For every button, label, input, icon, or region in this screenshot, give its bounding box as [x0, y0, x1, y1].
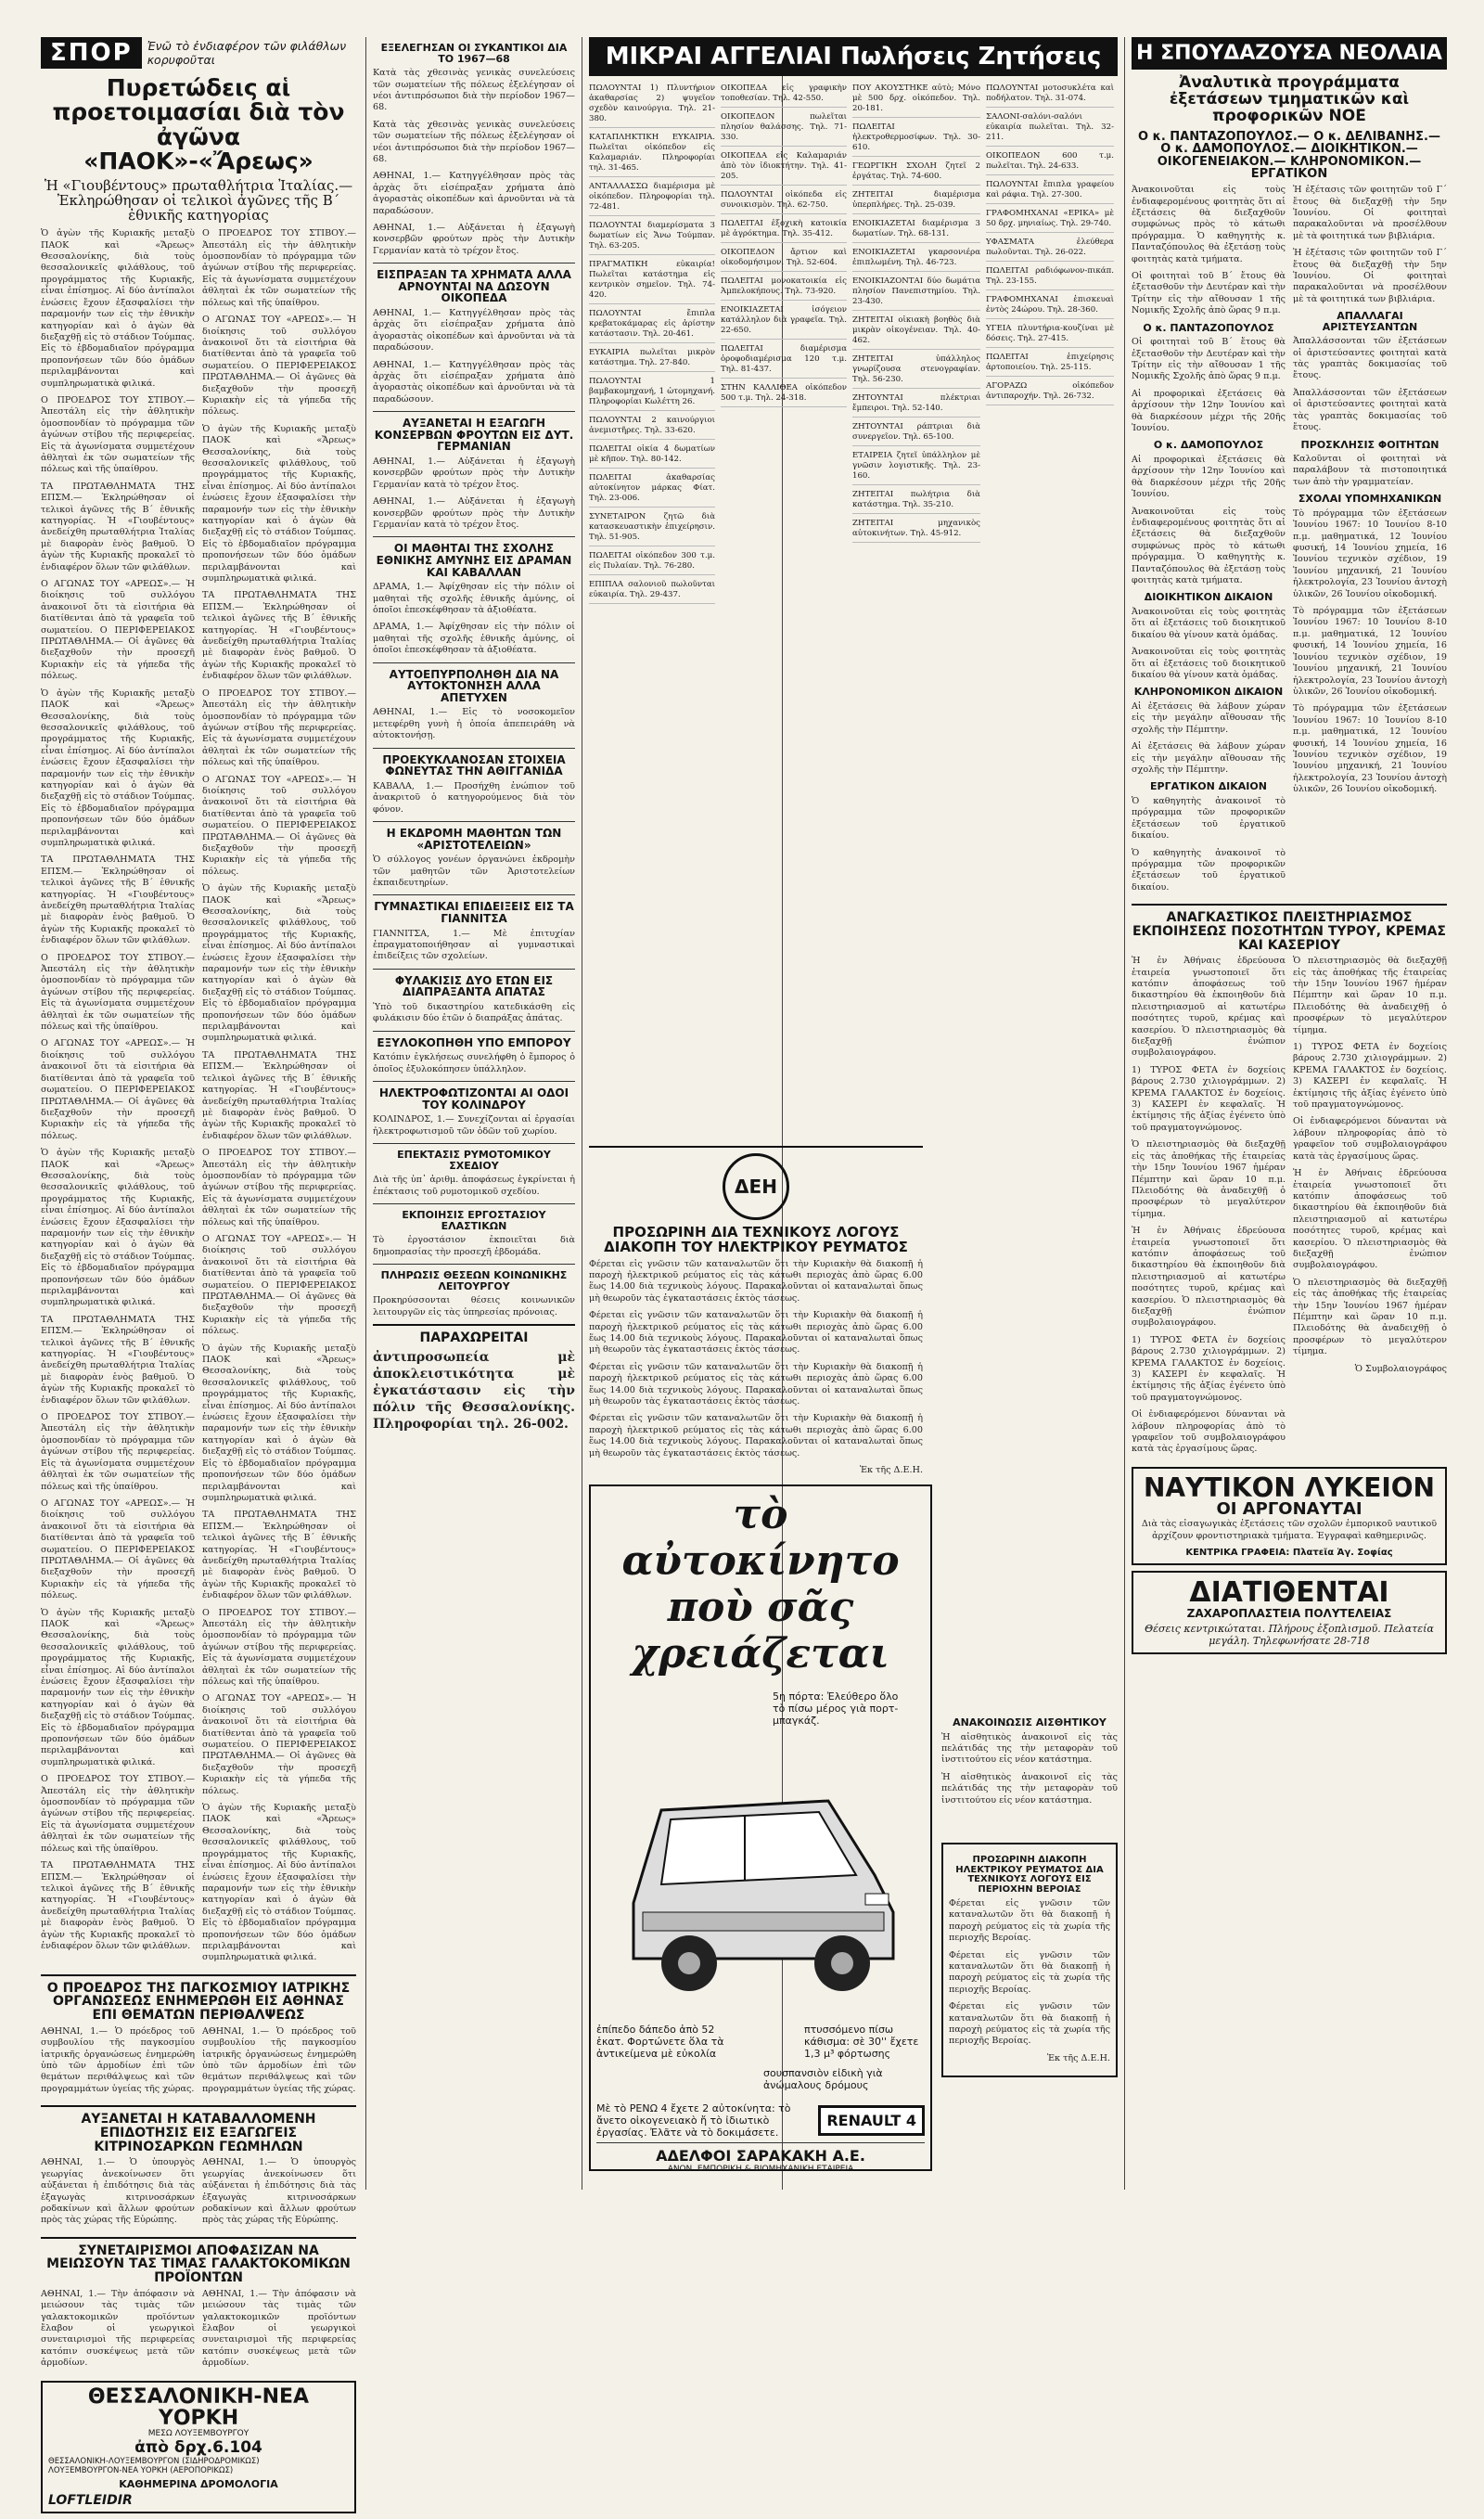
youth-body: Αἱ ἐξετάσεις θὰ λάβουν χώραν εἰς τὴν μεγάλην αἴθουσαν τῆς σχολῆς τὴν Πέμπτην. — [1132, 700, 1286, 735]
classified-ad: ΖΗΤΕΙΤΑΙ μηχανικὸς αὐτοκινήτων. Τηλ. 45-912. — [852, 519, 980, 543]
renault-dealer: ΑΔΕΛΦΟΙ ΣΑΡΑΚΑΚΗ Α.Ε. — [656, 2147, 865, 2165]
youth-body: Ἀνακοινοῦται εἰς τοὺς φοιτητὰς ὅτι αἱ ἐξετάσεις τοῦ διοικητικοῦ δικαίου θὰ γίνουν κατὰ ὁμάδας. — [1132, 606, 1286, 640]
brief-body: ΔΡΑΜΑ, 1.— Ἀφίχθησαν εἰς τὴν πόλιν οἱ μαθηταὶ τῆς σχολῆς ἐθνικῆς ἀμύνης, οἱ ὁποῖοι ἐπεσκέφθησαν τὰ ἀξιοθέατα. — [373, 582, 575, 616]
sports-body: Ο ΠΡΟΕΔΡΟΣ ΤΟΥ ΣΤΙΒΟΥ.— Ἀπεστάλη εἰς τὴν ἀθλητικὴν ὁμοσπονδίαν τὸ πρόγραμμα τῶν ἀγώνων στίβου τῆς περιφερείας. Εἰς τὰ ἀγωνίσματα συμμετέχουν ἀθληταὶ ἐκ τῶν σωματείων τῆς πόλεως καὶ τῆς ὑπαίθρου. — [202, 228, 356, 308]
brief-headline: ΠΡΟΕΚΥΚΛΑΝΟΣΑΝ ΣΤΟΙΧΕΙΑ ΦΩΝΕΥΤΑΣ ΤΗΝ ΑΘΙΓΓΑΝΙΔΑ — [382, 752, 566, 778]
classified-ad: ΠΩΛΟΥΝΤΑΙ 2 καινούργιοι ἀνεμιστῆρες. Τηλ. 33-620. — [589, 416, 715, 440]
sports-body: Ο ΠΡΟΕΔΡΟΣ ΤΟΥ ΣΤΙΒΟΥ.— Ἀπεστάλη εἰς τὴν ἀθλητικὴν ὁμοσπονδίαν τὸ πρόγραμμα τῶν ἀγώνων στίβου τῆς περιφερείας. Εἰς τὰ ἀγωνίσματα συμμετέχουν ἀθληταὶ ἐκ τῶν σωματείων τῆς πόλεως καὶ τῆς ὑπαίθρου. — [202, 688, 356, 768]
sports-body: ΤΑ ΠΡΩΤΑΘΛΗΜΑΤΑ ΤΗΣ ΕΠΣΜ.— Ἐκληρώθησαν οἱ τελικοὶ ἀγῶνες τῆς Β´ ἐθνικῆς κατηγορίας. Ἡ «Γιουβέντους» ἀνεδείχθη πρωταθλήτρια Ἰταλίας μὲ διαφορὰν ἑνὸς βαθμοῦ. Ὁ ἀγὼν τῆς Κυριακῆς προκαλεῖ τὸ ἐνδιαφέρον ὅλων τῶν φιλάθλων. — [202, 590, 356, 682]
sports-body: ΤΑ ΠΡΩΤΑΘΛΗΜΑΤΑ ΤΗΣ ΕΠΣΜ.— Ἐκληρώθησαν οἱ τελικοὶ ἀγῶνες τῆς Β´ ἐθνικῆς κατηγορίας. Ἡ «Γιουβέντους» ἀνεδείχθη πρωταθλήτρια Ἰταλίας μὲ διαφορὰν ἑνὸς βαθμοῦ. Ὁ ἀγὼν τῆς Κυριακῆς προκαλεῖ τὸ ἐνδιαφέρον ὅλων τῶν φιλάθλων. — [202, 1049, 356, 1141]
classified-ad: ΕΝΟΙΚΙΑΖΕΤΑΙ διαμέρισμα 3 δωματίων. Τηλ. 68-131. — [852, 219, 980, 243]
youth-body: Ἀπαλλάσσονται τῶν ἐξετάσεων οἱ ἀριστεύσαντες φοιτηταὶ κατὰ τὰς γραπτὰς δοκιμασίας τοῦ ἔτους. — [1293, 387, 1447, 433]
classified-ad: ΑΝΤΑΛΛΑΣΣΩ διαμέρισμα μὲ οἰκόπεδον. Πληροφορίαι τηλ. 72-481. — [589, 182, 715, 216]
sports-body: Ο ΠΡΟΕΔΡΟΣ ΤΟΥ ΣΤΙΒΟΥ.— Ἀπεστάλη εἰς τὴν ἀθλητικὴν ὁμοσπονδίαν τὸ πρόγραμμα τῶν ἀγώνων στίβου τῆς περιφερείας. Εἰς τὰ ἀγωνίσματα συμμετέχουν ἀθληταὶ ἐκ τῶν σωματείων τῆς πόλεως καὶ τῆς ὑπαίθρου. — [41, 1412, 195, 1492]
naval-ad — [1132, 1467, 1447, 1565]
tax-headline: ΑΝΑΓΚΑΣΤΙΚΟΣ ΠΛΕΙΣΤΗΡΙΑΣΜΟΣ ΕΚΠΟΙΗΣΕΩΣ ΠΟΣΟΤΗΤΩΝ ΤΥΡΟΥ, ΚΡΕΜΑΣ ΚΑΙ ΚΑΣΕΡΙΟΥ — [1132, 910, 1446, 953]
youth-headline: Ἀναλυτικὰ προγράμματα ἐξετάσεων τμηματικῶν καὶ προφορικῶν ΝΟΕ — [1169, 73, 1410, 125]
classified-ad: ΥΦΑΣΜΑΤΑ ἐλεύθερα πωλοῦνται. Τηλ. 26-022. — [986, 238, 1114, 262]
renault-bottom-text: Μὲ τὸ ΡΕΝΩ 4 ἔχετε 2 αὐτοκίνητα: τὸ ἄνετο οἰκογενειακὸ ἤ τὸ ἰδιωτικὸ ἐργασίας. Ἐλᾶτε νὰ τὸ δοκιμάσετε. — [596, 2102, 791, 2139]
sports-body: Ο ΑΓΩΝΑΣ ΤΟΥ «ΑΡΕΩΣ».— Ἡ διοίκησις τοῦ συλλόγου ἀνακοινοῖ ὅτι τὰ εἰσιτήρια θὰ διατίθενται ἀπὸ τὰ γραφεῖα τοῦ σωματείου. Ο ΠΕΡΙΦΕΡΕΙΑΚΟΣ ΠΡΩΤΑΘΛΗΜΑ.— Οἱ ἀγῶνες θὰ διεξαχθοῦν τὴν προσεχῆ Κυριακὴν εἰς τὰ γήπεδα τῆς πόλεως. — [41, 1038, 195, 1141]
youth-body: Τὸ πρόγραμμα τῶν ἐξετάσεων Ἰουνίου 1967: 10 Ἰουνίου 8-10 π.μ. μαθηματικά, 12 Ἰουνίου φυσική, 14 Ἰουνίου χημεία, 16 Ἰουνίου τεχνικὸν σχέδιον, 19 Ἰουνίου μηχανική, 21 Ἰουνίου ἠλεκτρολογία, 23 Ἰουνίου ἀντοχὴ ὑλικῶν, 26 Ἰουνίου οἰκοδομική. — [1293, 508, 1447, 599]
youth-body: Καλοῦνται οἱ φοιτηταὶ νὰ παραλάβουν τὰ πιστοποιητικά των ἀπὸ τὴν γραμματείαν. — [1293, 454, 1447, 487]
naval-body: Διὰ τὰς εἰσαγωγικὰς ἐξετάσεις τῶν σχολῶν ἐμπορικοῦ ναυτικοῦ ἀρχίζουν φροντιστηριακὰ τμήματα. Ἐγγραφαὶ καθημερινῶς. — [1141, 1519, 1438, 1541]
youth-body: Ὁ καθηγητὴς ἀνακοινοῖ τὸ πρόγραμμα τῶν προφορικῶν ἐξετάσεων τοῦ ἐργατικοῦ δικαίου. — [1132, 847, 1286, 893]
dei-body: Φέρεται εἰς γνῶσιν τῶν καταναλωτῶν ὅτι τὴν Κυριακὴν θὰ διακοπῇ ἡ παροχὴ ἠλεκτρικοῦ ρεύματος εἰς τὰς κάτωθι περιοχὰς ἀπὸ ὥρας 6.00 ἕως 14.00 διὰ τεχνικοὺς λόγους. Παρακαλοῦνται οἱ καταναλωταὶ ὅπως μὴ θεωροῦν τὰς ἐγκαταστάσεις ἐκτὸς τάσεως. — [589, 1310, 923, 1356]
youth-subhead: ΔΙΟΙΚΗΤΙΚΟΝ ΔΙΚΑΙΟΝ — [1144, 591, 1273, 604]
brief-body: ΑΘΗΝΑΙ, 1.— Αὐξάνεται ἡ ἐξαγωγὴ κονσερβῶν φρούτων πρὸς τὴν Δυτικὴν Γερμανίαν κατὰ τὸ τρέχον ἔτος. — [373, 456, 575, 490]
sports-body: Ο ΑΓΩΝΑΣ ΤΟΥ «ΑΡΕΩΣ».— Ἡ διοίκησις τοῦ συλλόγου ἀνακοινοῖ ὅτι τὰ εἰσιτήρια θὰ διατίθενται ἀπὸ τὰ γραφεῖα τοῦ σωματείου. Ο ΠΕΡΙΦΕΡΕΙΑΚΟΣ ΠΡΩΤΑΘΛΗΜΑ.— Οἱ ἀγῶνες θὰ διεξαχθοῦν τὴν προσεχῆ Κυριακὴν εἰς τὰ γήπεδα τῆς πόλεως. — [202, 774, 356, 877]
classified-ad: ΕΤΑΙΡΕΙΑ ζητεῖ ὑπάλληλον μὲ γνῶσιν λογιστικῆς. Τηλ. 23-160. — [852, 451, 980, 485]
sports-subheadline: Ἡ «Γιουβέντους» πρωταθλήτρια Ἰταλίας.— Ἐκληρώθησαν οἱ τελικοὶ ἀγῶνες τῆς Β´ ἐθνικῆς κατηγορίας — [44, 177, 353, 224]
classified-ad: ΠΟΥ ΑΚΟΥΣΤΗΚΕ αὐτὸ; Μόνο μὲ 500 δρχ. οἰκόπεδον. Τηλ. 20-181. — [852, 84, 980, 118]
classifieds-column — [986, 84, 1114, 609]
renault-dealer-sub: ΑΝΩΝ. ΕΜΠΟΡΙΚΗ & ΒΙΟΜΗΧΑΝΙΚΗ ΕΤΑΙΡΕΙΑ — [667, 2165, 854, 2174]
naval-title: ΝΑΥΤΙΚΟΝ ΛΥΚΕΙΟΝ — [1143, 1472, 1435, 1503]
dairy-headline: ΣΥΝΕΤΑΙΡΙΣΜΟΙ ΑΠΟΦΑΣΙΖΑΝ ΝΑ ΜΕΙΩΣΟΥΝ ΤΑΣ ΤΙΜΑΣ ΓΑΛΑΚΤΟΚΟΜΙΚΩΝ ΠΡΟΪΟΝΤΩΝ — [46, 2243, 351, 2286]
classified-ad: ΠΡΑΓΜΑΤΙΚΗ εὐκαιρία! Πωλεῖται κατάστημα εἰς κεντρικὸν σημεῖον. Τηλ. 74-420. — [589, 260, 715, 304]
health-body: ΑΘΗΝΑΙ, 1.— Ὁ πρόεδρος τοῦ συμβουλίου τῆς παγκοσμίου ἰατρικῆς ὀργανώσεως ἐνημερώθη ὑπὸ τῶν ἁρμοδίων ἐπὶ τῶν θεμάτων περιθάλψεως καὶ τῶν προγραμμάτων ὑγείας τῆς χώρας. — [41, 2025, 195, 2094]
brief-headline: ΓΥΜΝΑΣΤΙΚΑΙ ΕΠΙΔΕΙΞΕΙΣ ΕΙΣ ΤΑ ΓΙΑΝΝΙΤΣΑ — [374, 900, 574, 926]
classifieds-banner: ΜΙΚΡΑΙ ΑΓΓΕΛΙΑΙ Πωλήσεις Ζητήσεις — [589, 37, 1118, 76]
sports-body: Ο ΑΓΩΝΑΣ ΤΟΥ «ΑΡΕΩΣ».— Ἡ διοίκησις τοῦ συλλόγου ἀνακοινοῖ ὅτι τὰ εἰσιτήρια θὰ διατίθενται ἀπὸ τὰ γραφεῖα τοῦ σωματείου. Ο ΠΕΡΙΦΕΡΕΙΑΚΟΣ ΠΡΩΤΑΘΛΗΜΑ.— Οἱ ἀγῶνες θὰ διεξαχθοῦν τὴν προσεχῆ Κυριακὴν εἰς τὰ γήπεδα τῆς πόλεως. — [41, 579, 195, 682]
health-body: ΑΘΗΝΑΙ, 1.— Ὁ πρόεδρος τοῦ συμβουλίου τῆς παγκοσμίου ἰατρικῆς ὀργανώσεως ἐνημερώθη ὑπὸ τῶν ἁρμοδίων ἐπὶ τῶν θεμάτων περιθάλψεως καὶ τῶν προγραμμάτων ὑγείας τῆς χώρας. — [202, 2025, 356, 2094]
dei-headline: ΠΡΟΣΩΡΙΝΗ ΔΙΑ ΤΕΧΝΙΚΟΥΣ ΛΟΓΟΥΣ ΔΙΑΚΟΠΗ ΤΟΥ ΗΛΕΚΤΡΙΚΟΥ ΡΕΥΜΑΤΟΣ — [604, 1224, 908, 1255]
youth-body: Αἱ ἐξετάσεις θὰ λάβουν χώραν εἰς τὴν μεγάλην αἴθουσαν τῆς σχολῆς τὴν Πέμπτην. — [1132, 741, 1286, 775]
classifieds-section — [589, 37, 1118, 609]
youth-body: Οἱ φοιτηταὶ τοῦ Β´ ἔτους θὰ ἐξετασθοῦν τὴν Δευτέραν καὶ τὴν Τρίτην εἰς τὴν αἴθουσαν 1 τῆς Νομικῆς Σχολῆς ἀπὸ ὥρας 9 π.μ. — [1132, 270, 1286, 316]
tax-body: Ἡ ἐν Ἀθήναις ἑδρεύουσα ἑταιρεία γνωστοποιεῖ ὅτι κατόπιν ἀποφάσεως τοῦ δικαστηρίου θὰ ἐκποιηθοῦν διὰ πλειστηριασμοῦ αἱ κατωτέρω ποσότητες τυροῦ, κρέμας καὶ κασερίου. Ὁ πλειστηριασμὸς θὰ διεξαχθῇ ἐνώπιον συμβολαιογράφου. — [1293, 1168, 1447, 1271]
brief-headline: ΠΑΡΑΧΩΡΕΙΤΑΙ — [419, 1330, 529, 1345]
tax-body: Οἱ ἐνδιαφερόμενοι δύνανται νὰ λάβουν πληροφορίας ἀπὸ τὸ γραφεῖον τοῦ συμβολαιογράφου κατὰ τὰς ἐργασίμους ὥρας. — [1132, 1409, 1286, 1455]
brief-headline: ΕΞΕΛΕΓΗΣΑΝ ΟΙ ΣΥΚΑΝΤΙΚΟΙ ΔΙΑ ΤΟ 1967—68 — [380, 42, 568, 65]
sports-body: Ὁ ἀγὼν τῆς Κυριακῆς μεταξὺ ΠΑΟΚ καὶ «Ἄρεως» Θεσσαλονίκης, διὰ τοὺς θεσσαλονικεῖς φιλάθλους, τοῦ προγράμματος τῆς Κυριακῆς, εἶναι ἐπίσημος. Αἱ δύο ἀντίπαλοι ἑνώσεις ἔχουν ἐξασφαλίσει τὴν παραμονήν των εἰς τὴν ἐθνικὴν κατηγορίαν καὶ ὁ ἀγὼν θὰ διεξαχθῇ εἰς τὸ στάδιον Τούμπας. Εἰς τὸ ἑβδομαδιαῖον πρόγραμμα προπονήσεων τῶν δύο ὁμάδων περιλαμβάνονται καὶ συμπληρωματικὰ φιλικά. — [202, 1343, 356, 1503]
brief-body: Κατὰ τὰς χθεσινὰς γενικὰς συνελεύσεις τῶν σωματείων τῆς πόλεως ἐξελέγησαν οἱ νέοι ἀντιπρόσωποι διὰ τὴν περίοδον 1967—68. — [373, 119, 575, 164]
youth-body: Ἀνακοινοῦται εἰς τοὺς ἐνδιαφερομένους φοιτητὰς ὅτι αἱ ἐξετάσεις θὰ διεξαχθοῦν συμφώνως πρὸς τὸ κάτωθι πρόγραμμα. Ὁ καθηγητὴς κ. Πανταζόπουλος θὰ ἐξετάσῃ τοὺς φοιτητὰς κατὰ τμήματα. — [1132, 506, 1286, 585]
brief-body: ΓΙΑΝΝΙΤΣΑ, 1.— Μὲ ἐπιτυχίαν ἐπραγματοποιήθησαν αἱ γυμναστικαὶ ἐπιδείξεις τῶν σχολείων. — [373, 928, 575, 962]
brief-body: ΑΘΗΝΑΙ, 1.— Αὐξάνεται ἡ ἐξαγωγὴ κονσερβῶν φρούτων πρὸς τὴν Δυτικὴν Γερμανίαν κατὰ τὸ τρέχον ἔτος. — [373, 496, 575, 531]
sports-body: Ο ΑΓΩΝΑΣ ΤΟΥ «ΑΡΕΩΣ».— Ἡ διοίκησις τοῦ συλλόγου ἀνακοινοῖ ὅτι τὰ εἰσιτήρια θὰ διατίθενται ἀπὸ τὰ γραφεῖα τοῦ σωματείου. Ο ΠΕΡΙΦΕΡΕΙΑΚΟΣ ΠΡΩΤΑΘΛΗΜΑ.— Οἱ ἀγῶνες θὰ διεξαχθοῦν τὴν προσεχῆ Κυριακὴν εἰς τὰ γήπεδα τῆς πόλεως. — [41, 1497, 195, 1601]
youth-banner: Η ΣΠΟΥΔΑΖΟΥΣΑ ΝΕΟΛΑΙΑ — [1132, 37, 1447, 70]
classified-ad: ΠΩΛΕΙΤΑΙ ραδιόφωνον-πικάπ. Τηλ. 23-155. — [986, 266, 1114, 290]
sports-body: Ὁ ἀγὼν τῆς Κυριακῆς μεταξὺ ΠΑΟΚ καὶ «Ἄρεως» Θεσσαλονίκης, διὰ τοὺς θεσσαλονικεῖς φιλάθλους, τοῦ προγράμματος τῆς Κυριακῆς, εἶναι ἐπίσημος. Αἱ δύο ἀντίπαλοι ἑνώσεις ἔχουν ἐξασφαλίσει τὴν παραμονήν των εἰς τὴν ἐθνικὴν κατηγορίαν καὶ ὁ ἀγὼν θὰ διεξαχθῇ εἰς τὸ στάδιον Τούμπας. Εἰς τὸ ἑβδομαδιαῖον πρόγραμμα προπονήσεων τῶν δύο ὁμάδων περιλαμβάνονται καὶ συμπληρωματικὰ φιλικά. — [41, 688, 195, 848]
youth-section — [1132, 37, 1447, 1660]
dei-body: Φέρεται εἰς γνῶσιν τῶν καταναλωτῶν ὅτι τὴν Κυριακὴν θὰ διακοπῇ ἡ παροχὴ ἠλεκτρικοῦ ρεύματος εἰς τὰς κάτωθι περιοχὰς ἀπὸ ὥρας 6.00 ἕως 14.00 διὰ τεχνικοὺς λόγους. Παρακαλοῦνται οἱ καταναλωταὶ ὅπως μὴ θεωροῦν τὰς ἐγκαταστάσεις ἐκτὸς τάσεως. — [589, 1258, 923, 1304]
tax-body: 1) ΤΥΡΟΣ ΦΕΤΑ ἐν δοχείοις βάρους 2.730 χιλιογράμμων. 2) ΚΡΕΜΑ ΓΑΛΑΚΤΟΣ ἐν δοχείοις. 3) ΚΑΣΕΡΙ ἐν κεφαλαῖς. Ἡ ἐκτίμησις τῆς ἀξίας ἐγένετο ὑπὸ τοῦ πραγματογνώμονος. — [1132, 1334, 1286, 1403]
classified-ad: ΠΩΛΕΙΤΑΙ ἐξοχικὴ κατοικία μὲ ἀγρόκτημα. Τηλ. 35-412. — [721, 219, 847, 243]
renault-suspension-text: σουσπανσιὸν εἰδικὴ γιὰ ἀνώμαλους δρόμους — [763, 2067, 883, 2091]
brief-body: Διὰ τῆς ὑπ᾽ ἀριθμ. ἀποφάσεως ἐγκρίνεται ἡ ἐπέκτασις τοῦ ρυμοτομικοῦ σχεδίου. — [373, 1175, 575, 1197]
classifieds-column — [721, 84, 847, 609]
veria-body: Φέρεται εἰς γνῶσιν τῶν καταναλωτῶν ὅτι θὰ διακοπῇ ἡ παροχὴ ρεύματος εἰς τὰ χωρία τῆς περιοχῆς Βεροίας. — [949, 1898, 1110, 1944]
classified-ad: ΖΗΤΟΥΝΤΑΙ ράπτριαι διὰ συνεργεῖον. Τηλ. 65-100. — [852, 422, 980, 446]
brief-body: ΚΑΒΑΛΑ, 1.— Προσήχθη ἐνώπιον τοῦ ἀνακριτοῦ ὁ κατηγορούμενος διὰ τὸν φόνον. — [373, 780, 575, 815]
brief-headline: Η ΕΚΔΡΟΜΗ ΜΑΘΗΤΩΝ ΤΩΝ «ΑΡΙΣΤΟΤΕΛΕΙΩΝ» — [386, 827, 562, 852]
classified-ad: ΖΗΤΟΥΝΤΑΙ πλέκτριαι ἔμπειροι. Τηλ. 52-140. — [852, 393, 980, 418]
dei-body: Φέρεται εἰς γνῶσιν τῶν καταναλωτῶν ὅτι τὴν Κυριακὴν θὰ διακοπῇ ἡ παροχὴ ἠλεκτρικοῦ ρεύματος εἰς τὰς κάτωθι περιοχὰς ἀπὸ ὥρας 6.00 ἕως 14.00 διὰ τεχνικοὺς λόγους. Παρακαλοῦνται οἱ καταναλωταὶ ὅπως μὴ θεωροῦν τὰς ἐγκαταστάσεις ἐκτὸς τάσεως. — [589, 1361, 923, 1407]
veria-sign: Ἐκ τῆς Δ.Ε.Η. — [1046, 2052, 1110, 2063]
youth-subhead: ΠΡΟΣΚΛΗΣΙΣ ΦΟΙΤΗΤΩΝ — [1300, 438, 1439, 451]
dei-logo: ΔΕΗ — [723, 1153, 789, 1220]
dei-body: Φέρεται εἰς γνῶσιν τῶν καταναλωτῶν ὅτι τὴν Κυριακὴν θὰ διακοπῇ ἡ παροχὴ ἠλεκτρικοῦ ρεύματος εἰς τὰς κάτωθι περιοχὰς ἀπὸ ὥρας 6.00 ἕως 14.00 διὰ τεχνικοὺς λόγους. Παρακαλοῦνται οἱ καταναλωταὶ ὅπως μὴ θεωροῦν τὰς ἐγκαταστάσεις ἐκτὸς τάσεως. — [589, 1413, 923, 1459]
classified-ad: ΕΝΟΙΚΙΑΖΟΝΤΑΙ δύο δωμάτια πλησίον Πανεπιστημίου. Τηλ. 23-430. — [852, 276, 980, 311]
classified-ad: ΟΙΚΟΠΕΔΟΝ 600 τ.μ. πωλεῖται. Τηλ. 24-633. — [986, 151, 1114, 175]
classifieds-column — [852, 84, 980, 609]
tax-body: Οἱ ἐνδιαφερόμενοι δύνανται νὰ λάβουν πληροφορίας ἀπὸ τὸ γραφεῖον τοῦ συμβολαιογράφου κατὰ τὰς ἐργασίμους ὥρας. — [1293, 1116, 1447, 1162]
youth-subheadline: Ο κ. ΠΑΝΤΑΖΟΠΟΥΛΟΣ.— Ο κ. ΔΕΛΙΒΑΝΗΣ.— Ο κ. ΔΑΜΟΠΟΥΛΟΣ.— ΔΙΟΙΚΗΤΙΚΟΝ.— ΟΙΚΟΓΕΝΕΙΑΚΟΝ.— ΚΛΗΡΟΝΟΜΙΚΟΝ.— ΕΡΓΑΤΙΚΟΝ — [1138, 129, 1440, 182]
sports-body: Ο ΠΡΟΕΔΡΟΣ ΤΟΥ ΣΤΙΒΟΥ.— Ἀπεστάλη εἰς τὴν ἀθλητικὴν ὁμοσπονδίαν τὸ πρόγραμμα τῶν ἀγώνων στίβου τῆς περιφερείας. Εἰς τὰ ἀγωνίσματα συμμετέχουν ἀθληταὶ ἐκ τῶν σωματείων τῆς πόλεως καὶ τῆς ὑπαίθρου. — [41, 394, 195, 475]
classified-ad: ΥΓΕΙΑ πλυντήρια-κουζίναι μὲ δόσεις. Τηλ. 27-415. — [986, 324, 1114, 348]
sports-body: Ο ΠΡΟΕΔΡΟΣ ΤΟΥ ΣΤΙΒΟΥ.— Ἀπεστάλη εἰς τὴν ἀθλητικὴν ὁμοσπονδίαν τὸ πρόγραμμα τῶν ἀγώνων στίβου τῆς περιφερείας. Εἰς τὰ ἀγωνίσματα συμμετέχουν ἀθληταὶ ἐκ τῶν σωματείων τῆς πόλεως καὶ τῆς ὑπαίθρου. — [202, 1148, 356, 1227]
sports-body: ΤΑ ΠΡΩΤΑΘΛΗΜΑΤΑ ΤΗΣ ΕΠΣΜ.— Ἐκληρώθησαν οἱ τελικοὶ ἀγῶνες τῆς Β´ ἐθνικῆς κατηγορίας. Ἡ «Γιουβέντους» ἀνεδείχθη πρωταθλήτρια Ἰταλίας μὲ διαφορὰν ἑνὸς βαθμοῦ. Ὁ ἀγὼν τῆς Κυριακῆς προκαλεῖ τὸ ἐνδιαφέρον ὅλων τῶν φιλάθλων. — [41, 1860, 195, 1951]
youth-body: Αἱ προφορικαὶ ἐξετάσεις θὰ ἀρχίσουν τὴν 12ην Ἰουνίου καὶ θὰ διαρκέσουν μέχρι τῆς 20ῆς Ἰουνίου. — [1132, 388, 1286, 433]
sports-body: Ο ΠΡΟΕΔΡΟΣ ΤΟΥ ΣΤΙΒΟΥ.— Ἀπεστάλη εἰς τὴν ἀθλητικὴν ὁμοσπονδίαν τὸ πρόγραμμα τῶν ἀγώνων στίβου τῆς περιφερείας. Εἰς τὰ ἀγωνίσματα συμμετέχουν ἀθληταὶ ἐκ τῶν σωματείων τῆς πόλεως καὶ τῆς ὑπαίθρου. — [202, 1607, 356, 1687]
classified-ad: ΓΡΑΦΟΜΗΧΑΝΑΙ «ΕΡΙΚΑ» μὲ 50 δρχ. μηνιαίως. Τηλ. 29-740. — [986, 209, 1114, 233]
classified-ad: ΑΓΟΡΑΖΩ οἰκόπεδον ἀντιπαροχήν. Τηλ. 26-732. — [986, 381, 1114, 405]
airline-brand-logo: LOFTLEIDIR — [48, 2492, 133, 2508]
classified-ad: ΣΥΝΕΤΑΙΡΟΝ ζητῶ διὰ κατασκευαστικὴν ἐπιχείρησιν. Τηλ. 51-905. — [589, 512, 715, 546]
sports-body: Ο ΠΡΟΕΔΡΟΣ ΤΟΥ ΣΤΙΒΟΥ.— Ἀπεστάλη εἰς τὴν ἀθλητικὴν ὁμοσπονδίαν τὸ πρόγραμμα τῶν ἀγώνων στίβου τῆς περιφερείας. Εἰς τὰ ἀγωνίσματα συμμετέχουν ἀθληταὶ ἐκ τῶν σωματείων τῆς πόλεως καὶ τῆς ὑπαίθρου. — [41, 952, 195, 1033]
brief-body: ΑΘΗΝΑΙ, 1.— Κατηγγέλθησαν πρὸς τὰς ἀρχὰς ὅτι εἰσέπραξαν χρήματα ἀπὸ ἀγοραστὰς οἰκοπέδων καὶ ἀρνοῦνται νὰ τὰ παραδώσουν. — [373, 171, 575, 216]
veria-body: Φέρεται εἰς γνῶσιν τῶν καταναλωτῶν ὅτι θὰ διακοπῇ ἡ παροχὴ ρεύματος εἰς τὰ χωρία τῆς περιοχῆς Βεροίας. — [949, 2001, 1110, 2047]
classified-ad: ΠΩΛΕΙΤΑΙ διαμέρισμα ὀροφοδιαμέρισμα 120 τ.μ. Τηλ. 81-437. — [721, 344, 847, 379]
sports-body: Ὁ ἀγὼν τῆς Κυριακῆς μεταξὺ ΠΑΟΚ καὶ «Ἄρεως» Θεσσαλονίκης, διὰ τοὺς θεσσαλονικεῖς φιλάθλους, τοῦ προγράμματος τῆς Κυριακῆς, εἶναι ἐπίσημος. Αἱ δύο ἀντίπαλοι ἑνώσεις ἔχουν ἐξασφαλίσει τὴν παραμονήν των εἰς τὴν ἐθνικὴν κατηγορίαν καὶ ὁ ἀγὼν θὰ διεξαχθῇ εἰς τὸ στάδιον Τούμπας. Εἰς τὸ ἑβδομαδιαῖον πρόγραμμα προπονήσεων τῶν δύο ὁμάδων περιλαμβάνονται καὶ συμπληρωματικὰ φιλικά. — [202, 883, 356, 1044]
brief-body: Ὁ σύλλογος γονέων ὀργανώνει ἐκδρομὴν τῶν μαθητῶν τῶν Ἀριστοτελείων ἐκπαιδευτηρίων. — [373, 855, 575, 889]
airline-ad — [41, 2381, 356, 2513]
fruit-headline: ΑΥΞΑΝΕΤΑΙ Η ΚΑΤΑΒΑΛΛΟΜΕΝΗ ΕΠΙΔΟΤΗΣΙΣ ΕΙΣ ΕΞΑΓΩΓΕΙΣ ΚΙΤΡΙΝΟΣΑΡΚΩΝ ΓΕΩΜΗΛΩΝ — [81, 2112, 316, 2154]
classified-ad: ΠΩΛΟΥΝΤΑΙ ἔπιπλα κρεβατοκάμαρας εἰς ἀρίστην κατάστασιν. Τηλ. 20-461. — [589, 309, 715, 343]
youth-body: Ἡ ἐξέτασις τῶν φοιτητῶν τοῦ Γ´ ἔτους θὰ διεξαχθῇ τὴν 5ην Ἰουνίου. Οἱ φοιτηταὶ παρακαλοῦνται νὰ προσέλθουν μὲ τὰ φοιτητικά των βιβλιάρια. — [1293, 248, 1447, 304]
youth-subhead: ΣΧΟΛΑΙ ΥΠΟΜΗΧΑΝΙΚΩΝ — [1298, 493, 1442, 506]
sports-body: Ο ΑΓΩΝΑΣ ΤΟΥ «ΑΡΕΩΣ».— Ἡ διοίκησις τοῦ συλλόγου ἀνακοινοῖ ὅτι τὰ εἰσιτήρια θὰ διατίθενται ἀπὸ τὰ γραφεῖα τοῦ σωματείου. Ο ΠΕΡΙΦΕΡΕΙΑΚΟΣ ΠΡΩΤΑΘΛΗΜΑ.— Οἱ ἀγῶνες θὰ διεξαχθοῦν τὴν προσεχῆ Κυριακὴν εἰς τὰ γήπεδα τῆς πόλεως. — [202, 1233, 356, 1337]
tax-body: Ἡ ἐν Ἀθήναις ἑδρεύουσα ἑταιρεία γνωστοποιεῖ ὅτι κατόπιν ἀποφάσεως τοῦ δικαστηρίου θὰ ἐκποιηθοῦν διὰ πλειστηριασμοῦ αἱ κατωτέρω ποσότητες τυροῦ, κρέμας καὶ κασερίου. Ὁ πλειστηριασμὸς θὰ διεξαχθῇ ἐνώπιον συμβολαιογράφου. — [1132, 956, 1286, 1059]
sports-body: Ο ΑΓΩΝΑΣ ΤΟΥ «ΑΡΕΩΣ».— Ἡ διοίκησις τοῦ συλλόγου ἀνακοινοῖ ὅτι τὰ εἰσιτήρια θὰ διατίθενται ἀπὸ τὰ γραφεῖα τοῦ σωματείου. Ο ΠΕΡΙΦΕΡΕΙΑΚΟΣ ΠΡΩΤΑΘΛΗΜΑ.— Οἱ ἀγῶνες θὰ διεξαχθοῦν τὴν προσεχῆ Κυριακὴν εἰς τὰ γήπεδα τῆς πόλεως. — [202, 315, 356, 418]
column-rule — [1124, 37, 1125, 2190]
news-briefs-column — [373, 37, 575, 1438]
brief-headline: ΑΥΤΟΕΠΥΡΠΟΛΗΘΗ ΔΙΑ ΝΑ ΑΥΤΟΚΤΟΝΗΣΗ ΑΛΛΑ ΑΠΕΤΥΧΕΝ — [389, 667, 559, 704]
airline-note: ΚΑΘΗΜΕΡΙΝΑ ΔΡΟΜΟΛΟΓΙΑ — [119, 2477, 278, 2490]
sports-body: Ὁ ἀγὼν τῆς Κυριακῆς μεταξὺ ΠΑΟΚ καὶ «Ἄρεως» Θεσσαλονίκης, διὰ τοὺς θεσσαλονικεῖς φιλάθλους, τοῦ προγράμματος τῆς Κυριακῆς, εἶναι ἐπίσημος. Αἱ δύο ἀντίπαλοι ἑνώσεις ἔχουν ἐξασφαλίσει τὴν παραμονήν των εἰς τὴν ἐθνικὴν κατηγορίαν καὶ ὁ ἀγὼν θὰ διεξαχθῇ εἰς τὸ στάδιον Τούμπας. Εἰς τὸ ἑβδομαδιαῖον πρόγραμμα προπονήσεων τῶν δύο ὁμάδων περιλαμβάνονται καὶ συμπληρωματικὰ φιλικά. — [202, 423, 356, 585]
sports-headline: Πυρετώδεις αἱ προετοιμασίαι διὰ τὸν ἀγῶνα «ΠΑΟΚ»-«Ἄρεως» — [52, 74, 345, 174]
classified-ad: ΠΩΛΕΙΤΑΙ μονοκατοικία εἰς Ἀμπελοκήπους. Τηλ. 73-920. — [721, 276, 847, 301]
youth-body: Οἱ φοιτηταὶ τοῦ Β´ ἔτους θὰ ἐξετασθοῦν τὴν Δευτέραν καὶ τὴν Τρίτην εἰς τὴν αἴθουσαν 1 τῆς Νομικῆς Σχολῆς ἀπὸ ὥρας 9 π.μ. — [1132, 337, 1286, 382]
classified-ad: ΠΩΛΟΥΝΤΑΙ οἰκόπεδα εἰς συνοικισμὸν. Τηλ. 62-750. — [721, 190, 847, 214]
sports-body: Ὁ ἀγὼν τῆς Κυριακῆς μεταξὺ ΠΑΟΚ καὶ «Ἄρεως» Θεσσαλονίκης, διὰ τοὺς θεσσαλονικεῖς φιλάθλους, τοῦ προγράμματος τῆς Κυριακῆς, εἶναι ἐπίσημος. Αἱ δύο ἀντίπαλοι ἑνώσεις ἔχουν ἐξασφαλίσει τὴν παραμονήν των εἰς τὴν ἐθνικὴν κατηγορίαν καὶ ὁ ἀγὼν θὰ διεξαχθῇ εἰς τὸ στάδιον Τούμπας. Εἰς τὸ ἑβδομαδιαῖον πρόγραμμα προπονήσεων τῶν δύο ὁμάδων περιλαμβάνονται καὶ συμπληρωματικὰ φιλικά. — [41, 228, 195, 389]
youth-subhead: Ο κ. ΠΑΝΤΑΖΟΠΟΥΛΟΣ — [1143, 321, 1274, 334]
airline-title: ΘΕΣΣΑΛΟΝΙΚΗ-ΝΕΑ ΥΟΡΚΗ — [87, 2384, 310, 2430]
sports-body: Ὁ ἀγὼν τῆς Κυριακῆς μεταξὺ ΠΑΟΚ καὶ «Ἄρεως» Θεσσαλονίκης, διὰ τοὺς θεσσαλονικεῖς φιλάθλους, τοῦ προγράμματος τῆς Κυριακῆς, εἶναι ἐπίσημος. Αἱ δύο ἀντίπαλοι ἑνώσεις ἔχουν ἐξασφαλίσει τὴν παραμονήν των εἰς τὴν ἐθνικὴν κατηγορίαν καὶ ὁ ἀγὼν θὰ διεξαχθῇ εἰς τὸ στάδιον Τούμπας. Εἰς τὸ ἑβδομαδιαῖον πρόγραμμα προπονήσεων τῶν δύο ὁμάδων περιλαμβάνονται καὶ συμπληρωματικὰ φιλικά. — [202, 1803, 356, 1963]
sports-body: Ὁ ἀγὼν τῆς Κυριακῆς μεταξὺ ΠΑΟΚ καὶ «Ἄρεως» Θεσσαλονίκης, διὰ τοὺς θεσσαλονικεῖς φιλάθλους, τοῦ προγράμματος τῆς Κυριακῆς, εἶναι ἐπίσημος. Αἱ δύο ἀντίπαλοι ἑνώσεις ἔχουν ἐξασφαλίσει τὴν παραμονήν των εἰς τὴν ἐθνικὴν κατηγορίαν καὶ ὁ ἀγὼν θὰ διεξαχθῇ εἰς τὸ στάδιον Τούμπας. Εἰς τὸ ἑβδομαδιαῖον πρόγραμμα προπονήσεων τῶν δύο ὁμάδων περιλαμβάνονται καὶ συμπληρωματικὰ φιλικά. — [41, 1607, 195, 1767]
brief-headline: ΕΚΠΟΙΗΣΙΣ ΕΡΓΟΣΤΑΣΙΟΥ ΕΛΑΣΤΙΚΩΝ — [402, 1209, 546, 1232]
car-icon — [596, 1736, 921, 2014]
youth-body: Τὸ πρόγραμμα τῶν ἐξετάσεων Ἰουνίου 1967: 10 Ἰουνίου 8-10 π.μ. μαθηματικά, 12 Ἰουνίου φυσική, 14 Ἰουνίου χημεία, 16 Ἰουνίου τεχνικὸν σχέδιον, 19 Ἰουνίου μηχανική, 21 Ἰουνίου ἠλεκτρολογία, 23 Ἰουνίου ἀντοχὴ ὑλικῶν, 26 Ἰουνίου οἰκοδομική. — [1293, 606, 1447, 697]
aesthetician-notice — [941, 1712, 1118, 1812]
renault-seats-text: ἐπίπεδο δάπεδο ἀπὸ 52 ἑκατ. Φορτώνετε ὅλα τὰ ἀντικείμενα μὲ εὐκολία — [596, 2024, 724, 2060]
classified-ad: ΕΠΙΠΛΑ σαλονιοῦ πωλοῦνται εὐκαιρία. Τηλ. 29-437. — [589, 580, 715, 604]
fruit-body: ΑΘΗΝΑΙ, 1.— Ὁ ὑπουργὸς γεωργίας ἀνεκοίνωσεν ὅτι αὐξάνεται ἡ ἐπιδότησις διὰ τὰς ἐξαγωγὰς κιτρινοσάρκων ροδακίνων καὶ ἄλλων φρούτων πρὸς τὰς χώρας τῆς Εὐρώπης. — [202, 2157, 356, 2226]
brief-headline: ΗΛΕΚΤΡΟΦΩΤΙΖΟΝΤΑΙ ΑΙ ΟΔΟΙ ΤΟΥ ΚΟΛΙΝΔΡΟΥ — [378, 1086, 569, 1112]
column-rule — [365, 37, 366, 2190]
classified-ad: ΠΩΛΟΥΝΤΑΙ διαμερίσματα 3 δωματίων εἰς Ἄνω Τούμπαν. Τηλ. 63-205. — [589, 221, 715, 255]
youth-body: Ἀνακοινοῦται εἰς τοὺς ἐνδιαφερομένους φοιτητὰς ὅτι αἱ ἐξετάσεις θὰ διεξαχθοῦν συμφώνως πρὸς τὸ κάτωθι πρόγραμμα. Ὁ καθηγητὴς κ. Πανταζόπουλος θὰ ἐξετάσῃ τοὺς φοιτητὰς κατὰ τμήματα. — [1132, 185, 1286, 264]
brief-body: Κατόπιν ἐγκλήσεως συνελήφθη ὁ ἔμπορος ὁ ὁποῖος ἐξυλοκόπησεν ὑπάλληλον. — [373, 1052, 575, 1074]
classified-ad: ΣΑΛΟΝΙ-σαλόνι-σαλόνι εὐκαιρία πωλεῖται. Τηλ. 32-211. — [986, 112, 1114, 147]
notice-body: Ἡ αἰσθητικὸς ἀνακοινοῖ εἰς τὰς πελάτιδάς της τὴν μεταφορὰν τοῦ ἰνστιτούτου εἰς νέον κατάστημα. — [941, 1771, 1118, 1806]
car-illustration — [596, 1736, 925, 2014]
brief-headline: ΕΠΕΚΤΑΣΙΣ ΡΥΜΟΤΟΜΙΚΟΥ ΣΧΕΔΙΟΥ — [397, 1149, 551, 1172]
classified-ad: ΚΑΤΑΠΛΗΚΤΙΚΗ ΕΥΚΑΙΡΙΑ. Πωλεῖται οἰκόπεδον εἰς Καλαμαριάν. Πληροφορίαι τηλ. 31-465. — [589, 133, 715, 177]
dei-sign: Ἐκ τῆς Δ.Ε.Η. — [859, 1465, 923, 1475]
sports-body: ΤΑ ΠΡΩΤΑΘΛΗΜΑΤΑ ΤΗΣ ΕΠΣΜ.— Ἐκληρώθησαν οἱ τελικοὶ ἀγῶνες τῆς Β´ ἐθνικῆς κατηγορίας. Ἡ «Γιουβέντους» ἀνεδείχθη πρωταθλήτρια Ἰταλίας μὲ διαφορὰν ἑνὸς βαθμοῦ. Ὁ ἀγὼν τῆς Κυριακῆς προκαλεῖ τὸ ἐνδιαφέρον ὅλων τῶν φιλάθλων. — [202, 1510, 356, 1601]
classified-ad: ΟΙΚΟΠΕΔΑ εἰς Καλαμαριάν ἀπὸ τὸν ἰδιοκτήτην. Τηλ. 41-205. — [721, 151, 847, 186]
youth-subhead: Ο κ. ΔΑΜΟΠΟΥΛΟΣ — [1153, 439, 1264, 452]
sports-body: ΤΑ ΠΡΩΤΑΘΛΗΜΑΤΑ ΤΗΣ ΕΠΣΜ.— Ἐκληρώθησαν οἱ τελικοὶ ἀγῶνες τῆς Β´ ἐθνικῆς κατηγορίας. Ἡ «Γιουβέντους» ἀνεδείχθη πρωταθλήτρια Ἰταλίας μὲ διαφορὰν ἑνὸς βαθμοῦ. Ὁ ἀγὼν τῆς Κυριακῆς προκαλεῖ τὸ ἐνδιαφέρον ὅλων τῶν φιλάθλων. — [41, 1314, 195, 1406]
classified-ad: ΠΩΛΕΙΤΑΙ ἠλεκτροθερμοσίφων. Τηλ. 30-610. — [852, 122, 980, 157]
classified-ad: ΠΩΛΕΙΤΑΙ οἰκόπεδον 300 τ.μ. εἰς Πυλαίαν. Τηλ. 76-280. — [589, 551, 715, 575]
brief-body: ΔΡΑΜΑ, 1.— Ἀφίχθησαν εἰς τὴν πόλιν οἱ μαθηταὶ τῆς σχολῆς ἐθνικῆς ἀμύνης, οἱ ὁποῖοι ἐπεσκέφθησαν τὰ ἀξιοθέατα. — [373, 622, 575, 656]
airline-subtitle: ΜΕΣΩ ΛΟΥΞΕΜΒΟΥΡΓΟΥ — [147, 2428, 249, 2438]
health-headline: Ο ΠΡΟΕΔΡΟΣ ΤΗΣ ΠΑΓΚΟΣΜΙΟΥ ΙΑΤΡΙΚΗΣ ΟΡΓΑΝΩΣΕΩΣ ΕΝΗΜΕΡΩΘΗ ΕΙΣ ΑΘΗΝΑΣ ΕΠΙ ΘΕΜΑΤΩΝ ΠΕΡΙΘΑΛΨΕΩΣ — [46, 1980, 351, 2024]
renault-headline: τὸ αὐτοκίνητο ποὺ σᾶς χρειάζεται — [621, 1491, 900, 1677]
youth-body: Αἱ προφορικαὶ ἐξετάσεις θὰ ἀρχίσουν τὴν 12ην Ἰουνίου καὶ θὰ διαρκέσουν μέχρι τῆς 20ῆς Ἰουνίου. — [1132, 454, 1286, 500]
sports-body: ΤΑ ΠΡΩΤΑΘΛΗΜΑΤΑ ΤΗΣ ΕΠΣΜ.— Ἐκληρώθησαν οἱ τελικοὶ ἀγῶνες τῆς Β´ ἐθνικῆς κατηγορίας. Ἡ «Γιουβέντους» ἀνεδείχθη πρωταθλήτρια Ἰταλίας μὲ διαφορὰν ἑνὸς βαθμοῦ. Ὁ ἀγὼν τῆς Κυριακῆς προκαλεῖ τὸ ἐνδιαφέρον ὅλων τῶν φιλάθλων. — [41, 855, 195, 946]
tax-body: Ἡ ἐν Ἀθήναις ἑδρεύουσα ἑταιρεία γνωστοποιεῖ ὅτι κατόπιν ἀποφάσεως τοῦ δικαστηρίου θὰ ἐκποιηθοῦν διὰ πλειστηριασμοῦ αἱ κατωτέρω ποσότητες τυροῦ, κρέμας καὶ κασερίου. Ὁ πλειστηριασμὸς θὰ διεξαχθῇ ἐνώπιον συμβολαιογράφου. — [1132, 1226, 1286, 1329]
brief-headline: ΕΙΣΠΡΑΞΑΝ ΤΑ ΧΡΗΜΑΤΑ ΑΛΛΑ ΑΡΝΟΥΝΤΑΙ ΝΑ ΔΩΣΟΥΝ ΟΙΚΟΠΕΔΑ — [377, 268, 571, 305]
youth-subhead: ΕΡΓΑΤΙΚΟΝ ΔΙΚΑΙΟΝ — [1150, 780, 1267, 793]
classified-ad: ΕΝΟΙΚΙΑΖΕΤΑΙ ἰσόγειον κατάλληλον διὰ γραφεῖα. Τηλ. 22-650. — [721, 305, 847, 340]
classified-ad: ΕΥΚΑΙΡΙΑ πωλεῖται μικρὸν κατάστημα. Τηλ. 27-840. — [589, 348, 715, 372]
brief-body: ΑΘΗΝΑΙ, 1.— Αὐξάνεται ἡ ἐξαγωγὴ κονσερβῶν φρούτων πρὸς τὴν Δυτικὴν Γερμανίαν κατὰ τὸ τρέχον ἔτος. — [373, 222, 575, 256]
brief-body: Κατὰ τὰς χθεσινὰς γενικὰς συνελεύσεις τῶν σωματείων τῆς πόλεως ἐξελέγησαν οἱ νέοι ἀντιπρόσωποι διὰ τὴν περίοδον 1967—68. — [373, 68, 575, 113]
classified-ad: ΠΩΛΟΥΝΤΑΙ 1 βαμβακομηχανή, 1 ὠτομηχανή. Πληροφορίαι Κωλέττη 26. — [589, 377, 715, 411]
youth-subhead: ΑΠΑΛΛΑΓΑΙ ΑΡΙΣΤΕΥΣΑΝΤΩΝ — [1322, 310, 1418, 333]
brief-headline: ΟΙ ΜΑΘΗΤΑΙ ΤΗΣ ΣΧΟΛΗΣ ΕΘΝΙΚΗΣ ΑΜΥΝΗΣ ΕΙΣ ΔΡΑΜΑΝ ΚΑΙ ΚΑΒΑΛΛΑΝ — [376, 542, 572, 579]
sports-body: Ο ΠΡΟΕΔΡΟΣ ΤΟΥ ΣΤΙΒΟΥ.— Ἀπεστάλη εἰς τὴν ἀθλητικὴν ὁμοσπονδίαν τὸ πρόγραμμα τῶν ἀγώνων στίβου τῆς περιφερείας. Εἰς τὰ ἀγωνίσματα συμμετέχουν ἀθληταὶ ἐκ τῶν σωματείων τῆς πόλεως καὶ τῆς ὑπαίθρου. — [41, 1774, 195, 1854]
classified-ad: ΠΩΛΟΥΝΤΑΙ μοτοσυκλέτα καὶ ποδήλατον. Τηλ. 31-074. — [986, 84, 1114, 108]
classified-ad: ΓΡΑΦΟΜΗΧΑΝΑΙ ἐπισκευαὶ ἐντὸς 24ώρου. Τηλ. 28-360. — [986, 295, 1114, 319]
notice-heading: ΑΝΑΚΟΙΝΩΣΙΣ ΑΙΣΘΗΤΙΚΟΥ — [953, 1716, 1107, 1729]
tax-body: 1) ΤΥΡΟΣ ΦΕΤΑ ἐν δοχείοις βάρους 2.730 χιλιογράμμων. 2) ΚΡΕΜΑ ΓΑΛΑΚΤΟΣ ἐν δοχείοις. 3) ΚΑΣΕΡΙ ἐν κεφαλαῖς. Ἡ ἐκτίμησις τῆς ἀξίας ἐγένετο ὑπὸ τοῦ πραγματογνώμονος. — [1293, 1042, 1447, 1111]
classified-ad: ΟΙΚΟΠΕΔΑ εἰς γραφικὴν τοποθεσίαν. Τηλ. 42-550. — [721, 84, 847, 108]
renault-door-text: 5η πόρτα: Ἐλεύθερο ὅλο τὸ πίσω μέρος γιὰ πορτ-μπαγκάζ. — [773, 1690, 899, 1727]
brief-body: Τὸ ἐργοστάσιον ἐκποιεῖται διὰ δημοπρασίας τὴν προσεχῆ ἑβδομάδα. — [373, 1235, 575, 1257]
airline-price: ἀπὸ δρχ.6.104 — [134, 2437, 262, 2457]
classified-ad: ΖΗΤΕΙΤΑΙ διαμέρισμα ὑπερπλήρες. Τηλ. 25-039. — [852, 190, 980, 214]
brief-headline: ΕΞΥΛΟΚΟΠΗΘΗ ΥΠΟ ΕΜΠΟΡΟΥ — [377, 1035, 571, 1049]
youth-subhead: ΚΛΗΡΟΝΟΜΙΚΟΝ ΔΙΚΑΙΟΝ — [1133, 686, 1284, 699]
veria-notice — [941, 1837, 1118, 2083]
brief-headline: ΠΛΗΡΩΣΙΣ ΘΕΣΕΩΝ ΚΟΙΝΩΝΙΚΗΣ ΛΕΙΤΟΥΡΓΟΥ — [380, 1269, 568, 1292]
fruit-body: ΑΘΗΝΑΙ, 1.— Ὁ ὑπουργὸς γεωργίας ἀνεκοίνωσεν ὅτι αὐξάνεται ἡ ἐπιδότησις διὰ τὰς ἐξαγωγὰς κιτρινοσάρκων ροδακίνων καὶ ἄλλων φρούτων πρὸς τὰς χώρας τῆς Εὐρώπης. — [41, 2157, 195, 2226]
sports-section — [41, 37, 356, 2519]
renault-ad — [589, 1484, 932, 2174]
tax-sign: Ὁ Συμβολαιογράφος — [1354, 1363, 1447, 1374]
available-subtitle: ΖΑΧΑΡΟΠΛΑΣΤΕΙΑ ΠΟΛΥΤΕΛΕΙΑΣ — [1186, 1607, 1392, 1621]
sports-tagline: Ἐνῶ τὸ ἐνδιαφέρον τῶν φιλάθλων κορυφοῦται — [147, 39, 347, 67]
youth-body: Ἡ ἐξέτασις τῶν φοιτητῶν τοῦ Γ´ ἔτους θὰ διεξαχθῇ τὴν 5ην Ἰουνίου. Οἱ φοιτηταὶ παρακαλοῦνται νὰ προσέλθουν μὲ τὰ φοιτητικά των βιβλιάρια. — [1293, 185, 1447, 241]
available-body: Θέσεις κεντρικώταται. Πλήρους ἐξοπλισμοῦ. Πελατεία μεγάλη. Τηλεφωνήσατε 28-718 — [1145, 1623, 1434, 1648]
sports-body: Ο ΑΓΩΝΑΣ ΤΟΥ «ΑΡΕΩΣ».— Ἡ διοίκησις τοῦ συλλόγου ἀνακοινοῖ ὅτι τὰ εἰσιτήρια θὰ διατίθενται ἀπὸ τὰ γραφεῖα τοῦ σωματείου. Ο ΠΕΡΙΦΕΡΕΙΑΚΟΣ ΠΡΩΤΑΘΛΗΜΑ.— Οἱ ἀγῶνες θὰ διεξαχθοῦν τὴν προσεχῆ Κυριακὴν εἰς τὰ γήπεδα τῆς πόλεως. — [202, 1693, 356, 1796]
brief-body: Ὑπὸ τοῦ δικαστηρίου κατεδικάσθη εἰς φυλάκισιν δύο ἐτῶν ὁ διαπράξας ἀπάτας. — [373, 1002, 575, 1024]
airline-route: ΘΕΣΣΑΛΟΝΙΚΗ-ΛΟΥΞΕΜΒΟΥΡΓΟΝ (ΣΙΔΗΡΟΔΡΟΜΙΚΩΣ) — [48, 2456, 260, 2466]
sports-body: ΤΑ ΠΡΩΤΑΘΛΗΜΑΤΑ ΤΗΣ ΕΠΣΜ.— Ἐκληρώθησαν οἱ τελικοὶ ἀγῶνες τῆς Β´ ἐθνικῆς κατηγορίας. Ἡ «Γιουβέντους» ἀνεδείχθη πρωταθλήτρια Ἰταλίας μὲ διαφορὰν ἑνὸς βαθμοῦ. Ὁ ἀγὼν τῆς Κυριακῆς προκαλεῖ τὸ ἐνδιαφέρον ὅλων τῶν φιλάθλων. — [41, 481, 195, 572]
classifieds-column — [589, 84, 715, 609]
tax-body: Ὁ πλειστηριασμὸς θὰ διεξαχθῇ εἰς τὰς ἀποθήκας τῆς ἑταιρείας τὴν 15ην Ἰουνίου 1967 ἡμέραν Πέμπτην καὶ ὥραν 10 π.μ. Πλειοδότης θὰ ἀναδειχθῇ ὁ προσφέρων τὸ μεγαλύτερον τίμημα. — [1293, 956, 1447, 1035]
brief-headline: ΦΥΛΑΚΙΣΙΣ ΔΥΟ ΕΤΩΝ ΕΙΣ ΔΙΑΠΡΑΞΑΝΤΑ ΑΠΑΤΑΣ — [394, 973, 554, 999]
classified-ad: ΠΩΛΕΙΤΑΙ ἀκαθαρσίας αὐτοκίνητον μάρκας Φίατ. Τηλ. 23-006. — [589, 473, 715, 508]
available-title: ΔΙΑΤΙΘΕΝΤΑΙ — [1189, 1575, 1389, 1609]
renault-logo: RENAULT 4 — [818, 2105, 925, 2136]
brief-body: ΑΘΗΝΑΙ, 1.— Κατηγγέλθησαν πρὸς τὰς ἀρχὰς ὅτι εἰσέπραξαν χρήματα ἀπὸ ἀγοραστὰς οἰκοπέδων καὶ ἀρνοῦνται νὰ τὰ παραδώσουν. — [373, 307, 575, 353]
youth-body: Ἀπαλλάσσονται τῶν ἐξετάσεων οἱ ἀριστεύσαντες φοιτηταὶ κατὰ τὰς γραπτὰς δοκιμασίας τοῦ ἔτους. — [1293, 336, 1447, 381]
brief-body: ΑΘΗΝΑΙ, 1.— Εἰς τὸ νοσοκομεῖον μετεφέρθη γυνὴ ἡ ὁποία ἀπεπειράθη νὰ αὐτοκτονήσῃ. — [373, 707, 575, 741]
veria-headline: ΠΡΟΣΩΡΙΝΗ ΔΙΑΚΟΠΗ ΗΛΕΚΤΡΙΚΟΥ ΡΕΥΜΑΤΟΣ ΔΙΑ ΤΕΧΝΙΚΟΥΣ ΛΟΓΟΥΣ ΕΙΣ ΠΕΡΙΟΧΗΝ ΒΕΡΟΙΑΣ — [955, 1855, 1104, 1895]
airline-route: ΛΟΥΞΕΜΒΟΥΡΓΟΝ-ΝΕΑ ΥΟΡΚΗ (ΑΕΡΟΠΟΡΙΚΩΣ) — [48, 2465, 234, 2475]
youth-body: Ἀνακοινοῦται εἰς τοὺς φοιτητὰς ὅτι αἱ ἐξετάσεις τοῦ διοικητικοῦ δικαίου θὰ γίνουν κατὰ ὁμάδας. — [1132, 647, 1286, 680]
dairy-body: ΑΘΗΝΑΙ, 1.— Τὴν ἀπόφασιν νὰ μειώσουν τὰς τιμὰς τῶν γαλακτοκομικῶν προϊόντων ἔλαβον οἱ γεωργικοὶ συνεταιρισμοὶ τῆς περιφερείας κατόπιν συσκέψεως μετὰ τῶν ἁρμοδίων. — [41, 2288, 195, 2369]
classified-ad: ΠΩΛΕΙΤΑΙ ἐπιχείρησις ἀρτοποιείου. Τηλ. 25-115. — [986, 353, 1114, 377]
classified-ad: ΕΝΟΙΚΙΑΖΕΤΑΙ γκαρσονιέρα ἐπιπλωμένη. Τηλ. 46-723. — [852, 248, 980, 272]
brief-body: Προκηρύσσονται θέσεις κοινωνικῶν λειτουργῶν εἰς τὰς ὑπηρεσίας πρόνοιας. — [373, 1295, 575, 1317]
brief-headline: ΑΥΞΑΝΕΤΑΙ Η ΕΞΑΓΩΓΗ ΚΟΝΣΕΡΒΩΝ ΦΡΟΥΤΩΝ ΕΙΣ ΔΥΤ. ΓΕΡΜΑΝΙΑΝ — [374, 417, 574, 454]
classified-ad: ΣΤΗΝ ΚΑΛΛΙΘΕΑ οἰκόπεδον 500 τ.μ. Τηλ. 24-318. — [721, 383, 847, 407]
sports-body: Ὁ ἀγὼν τῆς Κυριακῆς μεταξὺ ΠΑΟΚ καὶ «Ἄρεως» Θεσσαλονίκης, διὰ τοὺς θεσσαλονικεῖς φιλάθλους, τοῦ προγράμματος τῆς Κυριακῆς, εἶναι ἐπίσημος. Αἱ δύο ἀντίπαλοι ἑνώσεις ἔχουν ἐξασφαλίσει τὴν παραμονήν των εἰς τὴν ἐθνικὴν κατηγορίαν καὶ ὁ ἀγὼν θὰ διεξαχθῇ εἰς τὸ στάδιον Τούμπας. Εἰς τὸ ἑβδομαδιαῖον πρόγραμμα προπονήσεων τῶν δύο ὁμάδων περιλαμβάνονται καὶ συμπληρωματικὰ φιλικά. — [41, 1148, 195, 1308]
classified-ad: ΖΗΤΕΙΤΑΙ πωλήτρια διὰ κατάστημα. Τηλ. 35-210. — [852, 490, 980, 514]
classified-ad: ΠΩΛΟΥΝΤΑΙ 1) Πλυντήριον ἀκαθαρσίας 2) ψυγεῖον σχεδὸν καινούργια. Τηλ. 21-380. — [589, 84, 715, 128]
classified-ad: ΠΩΛΕΙΤΑΙ οἰκία 4 δωματίων μὲ κῆπον. Τηλ. 80-142. — [589, 444, 715, 469]
sports-section-label: ΣΠΟΡ — [41, 37, 142, 69]
brief-body: ἀντιπροσωπεία μὲ ἀποκλειστικότητα μὲ ἐγκατάστασιν εἰς τὴν πόλιν τῆς Θεσσαλονίκης. Πληροφορίαι τηλ. 26-002. — [373, 1349, 575, 1432]
classified-ad: ΠΩΛΟΥΝΤΑΙ ἔπιπλα γραφείου καὶ ράφια. Τηλ. 27-300. — [986, 180, 1114, 204]
naval-address: ΚΕΝΤΡΙΚΑ ΓΡΑΦΕΙΑ: Πλατεῖα Ἁγ. Σοφίας — [1185, 1547, 1393, 1558]
youth-body: Τὸ πρόγραμμα τῶν ἐξετάσεων Ἰουνίου 1967: 10 Ἰουνίου 8-10 π.μ. μαθηματικά, 12 Ἰουνίου φυσική, 14 Ἰουνίου χημεία, 16 Ἰουνίου τεχνικὸν σχέδιον, 19 Ἰουνίου μηχανική, 21 Ἰουνίου ἠλεκτρολογία, 23 Ἰουνίου ἀντοχὴ ὑλικῶν, 26 Ἰουνίου οἰκοδομική. — [1293, 703, 1447, 795]
classified-ad: ΖΗΤΕΙΤΑΙ οἰκιακὴ βοηθὸς διὰ μικρὰν οἰκογένειαν. Τηλ. 40-462. — [852, 315, 980, 350]
youth-body: Ὁ καθηγητὴς ἀνακοινοῖ τὸ πρόγραμμα τῶν προφορικῶν ἐξετάσεων τοῦ ἐργατικοῦ δικαίου. — [1132, 795, 1286, 842]
dairy-body: ΑΘΗΝΑΙ, 1.— Τὴν ἀπόφασιν νὰ μειώσουν τὰς τιμὰς τῶν γαλακτοκομικῶν προϊόντων ἔλαβον οἱ γεωργικοὶ συνεταιρισμοὶ τῆς περιφερείας κατόπιν συσκέψεως μετὰ τῶν ἁρμοδίων. — [202, 2288, 356, 2369]
renault-fold-text: πτυσσόμενο πίσω κάθισμα: σὲ 30'' ἔχετε 1,3 μ³ φόρτωσης — [804, 2024, 919, 2060]
tax-body: 1) ΤΥΡΟΣ ΦΕΤΑ ἐν δοχείοις βάρους 2.730 χιλιογράμμων. 2) ΚΡΕΜΑ ΓΑΛΑΚΤΟΣ ἐν δοχείοις. 3) ΚΑΣΕΡΙ ἐν κεφαλαῖς. Ἡ ἐκτίμησις τῆς ἀξίας ἐγένετο ὑπὸ τοῦ πραγματογνώμονος. — [1132, 1064, 1286, 1133]
brief-body: ΑΘΗΝΑΙ, 1.— Κατηγγέλθησαν πρὸς τὰς ἀρχὰς ὅτι εἰσέπραξαν χρήματα ἀπὸ ἀγοραστὰς οἰκοπέδων καὶ ἀρνοῦνται νὰ τὰ παραδώσουν. — [373, 359, 575, 405]
tax-body: Ὁ πλειστηριασμὸς θὰ διεξαχθῇ εἰς τὰς ἀποθήκας τῆς ἑταιρείας τὴν 15ην Ἰουνίου 1967 ἡμέραν Πέμπτην καὶ ὥραν 10 π.μ. Πλειοδότης θὰ ἀναδειχθῇ ὁ προσφέρων τὸ μεγαλύτερον τίμημα. — [1132, 1139, 1286, 1219]
notice-body: Ἡ αἰσθητικὸς ἀνακοινοῖ εἰς τὰς πελάτιδάς της τὴν μεταφορὰν τοῦ ἰνστιτούτου εἰς νέον κατάστημα. — [941, 1731, 1118, 1766]
classified-ad: ΟΙΚΟΠΕΔΟΝ ἄρτιον καὶ οἰκοδομήσιμον. Τηλ. 52-604. — [721, 248, 847, 272]
brief-body: ΚΟΛΙΝΔΡΟΣ, 1.— Συνεχίζονται αἱ ἐργασίαι ἠλεκτροφωτισμοῦ τῶν ὁδῶν τοῦ χωρίου. — [373, 1114, 575, 1137]
naval-subtitle: ΟΙ ΑΡΓΟΝΑΥΤΑΙ — [1216, 1499, 1362, 1520]
classified-ad: ΓΕΩΡΓΙΚΗ ΣΧΟΛΗ ζητεῖ 2 ἐργάτας. Τηλ. 74-600. — [852, 161, 980, 186]
classified-ad: ΟΙΚΟΠΕΔΟΝ πωλεῖται πλησίον θαλάσσης. Τηλ. 71-330. — [721, 112, 847, 147]
dei-notice — [589, 1141, 923, 1482]
veria-body: Φέρεται εἰς γνῶσιν τῶν καταναλωτῶν ὅτι θὰ διακοπῇ ἡ παροχὴ ρεύματος εἰς τὰ χωρία τῆς περιοχῆς Βεροίας. — [949, 1949, 1110, 1995]
available-ad — [1132, 1571, 1447, 1655]
tax-body: Ὁ πλειστηριασμὸς θὰ διεξαχθῇ εἰς τὰς ἀποθήκας τῆς ἑταιρείας τὴν 15ην Ἰουνίου 1967 ἡμέραν Πέμπτην καὶ ὥραν 10 π.μ. Πλειοδότης θὰ ἀναδειχθῇ ὁ προσφέρων τὸ μεγαλύτερον τίμημα. — [1293, 1277, 1447, 1357]
classified-ad: ΖΗΤΕΙΤΑΙ ὑπάλληλος γνωρίζουσα στενογραφίαν. Τηλ. 56-230. — [852, 354, 980, 389]
